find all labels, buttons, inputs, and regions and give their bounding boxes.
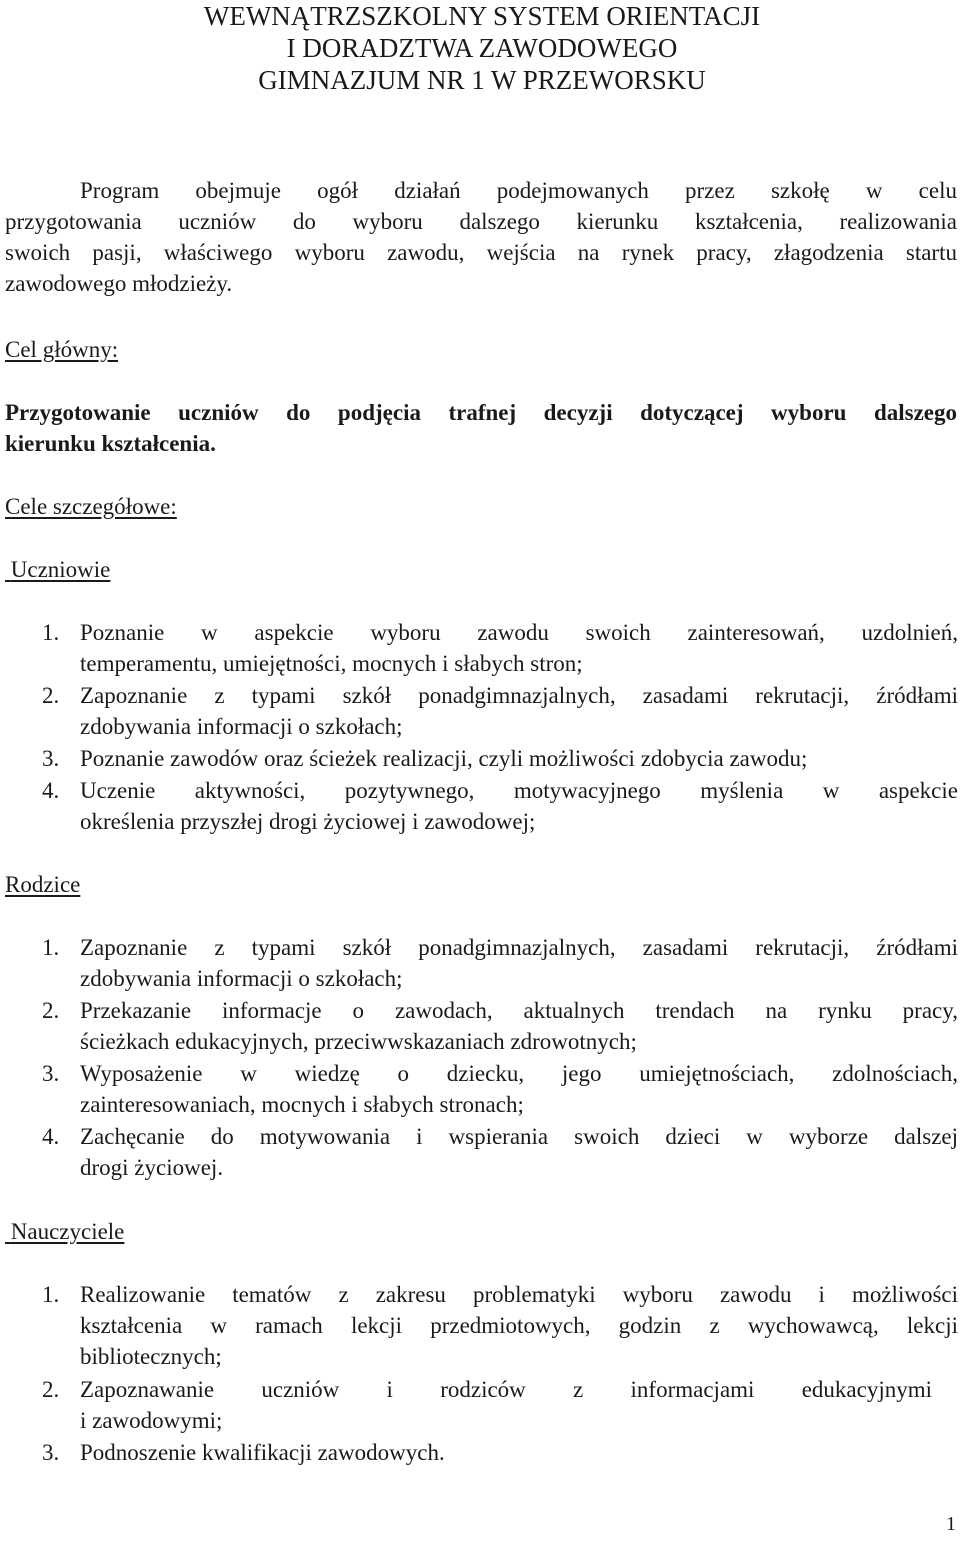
list-item-number: 3. [42, 1440, 60, 1465]
list-item-number: 3. [42, 746, 60, 771]
list-item-line: kształcenia w ramach lekcji przedmiotowych, godzin z wychowawcą, lekcji [80, 1313, 958, 1338]
page-number: 1 [946, 1513, 956, 1535]
list-item-line: Zapoznanie z typami szkół ponadgimnazjalnych, zasadami rekrutacji, źródłami [80, 683, 958, 708]
list-item-number: 1. [42, 620, 60, 645]
intro-paragraph [5, 175, 957, 299]
list-item-line: zdobywania informacji o szkołach; [80, 966, 403, 991]
list-item-line: Poznanie w aspekcie wyboru zawodu swoich zainteresowań, uzdolnień, [80, 620, 958, 645]
list-item-line: bibliotecznych; [80, 1344, 222, 1369]
list-item-line: Wyposażenie w wiedzę o dziecku, jego umiejętnościach, zdolnościach, [80, 1061, 958, 1086]
list-item-line: Zapoznanie z typami szkół ponadgimnazjalnych, zasadami rekrutacji, źródłami [80, 935, 958, 960]
list-item-line: ścieżkach edukacyjnych, przeciwwskazaniach zdrowotnych; [80, 1029, 637, 1054]
list-item-line: Poznanie zawodów oraz ścieżek realizacji, czyli możliwości zdobycia zawodu; [80, 746, 808, 771]
list-item-line: zainteresowaniach, mocnych i słabych stronach; [80, 1092, 524, 1117]
intro-line: zawodowego młodzieży. [5, 271, 233, 296]
list-item-line: drogi życiowej. [80, 1155, 224, 1180]
students-heading-label: Uczniowie [10, 557, 111, 582]
document-title-line-1: WEWNĄTRZSZKOLNY SYSTEM ORIENTACJI [203, 1, 761, 31]
parents-heading: Rodzice [5, 872, 81, 897]
main-goal-text [5, 397, 957, 459]
list-item-line: temperamentu, umiejętności, mocnych i słabych stron; [80, 651, 583, 676]
list-item-line: zdobywania informacji o szkołach; [80, 714, 403, 739]
list-item-number: 2. [42, 998, 60, 1023]
intro-line: swoich pasji, właściwego wyboru zawodu, wejścia na rynek pracy, złagodzenia startu [5, 240, 957, 265]
list-item-line: Podnoszenie kwalifikacji zawodowych. [80, 1440, 445, 1465]
main-goal-line: kierunku kształcenia. [5, 431, 216, 456]
list-item-number: 3. [42, 1061, 60, 1086]
list-item-number: 1. [42, 935, 60, 960]
list-item-number: 4. [42, 1124, 60, 1149]
list-item-line: Zachęcanie do motywowania i wspierania swoich dzieci w wyborze dalszej [80, 1124, 958, 1149]
teachers-heading [5, 1216, 124, 1247]
list-item-number: 2. [42, 1377, 60, 1402]
teachers-heading-label: Nauczyciele [10, 1219, 125, 1244]
specific-goals-heading: Cele szczegółowe: [5, 494, 177, 519]
intro-line: Program obejmuje ogół działań podejmowanych przez szkołę w celu [80, 178, 957, 203]
list-item-line: określenia przyszłej drogi życiowej i zawodowej; [80, 809, 536, 834]
document-title-line-3: GIMNAZJUM NR 1 W PRZEWORSKU [258, 65, 706, 95]
list-item-line: Przekazanie informacje o zawodach, aktualnych trendach na rynku pracy, [80, 998, 958, 1023]
main-goal-line: Przygotowanie uczniów do podjęcia trafnej decyzji dotyczącej wyboru dalszego [5, 400, 957, 425]
list-item-line: Realizowanie tematów z zakresu problematyki wyboru zawodu i możliwości [80, 1282, 958, 1307]
list-item-line: i zawodowymi; [80, 1408, 223, 1433]
list-item-number: 1. [42, 1282, 60, 1307]
list-item-line: Uczenie aktywności, pozytywnego, motywacyjnego myślenia w aspekcie [80, 778, 958, 803]
students-heading [5, 554, 110, 585]
list-item-number: 4. [42, 778, 60, 803]
list-item-line: Zapoznawanie uczniów i rodziców z informacjami edukacyjnymi [80, 1377, 932, 1402]
document-title-line-2: I DORADZTWA ZAWODOWEGO [286, 33, 678, 63]
list-item-number: 2. [42, 683, 60, 708]
intro-line: przygotowania uczniów do wyboru dalszego kierunku kształcenia, realizowania [5, 209, 957, 234]
main-goal-heading: Cel główny: [5, 337, 119, 362]
